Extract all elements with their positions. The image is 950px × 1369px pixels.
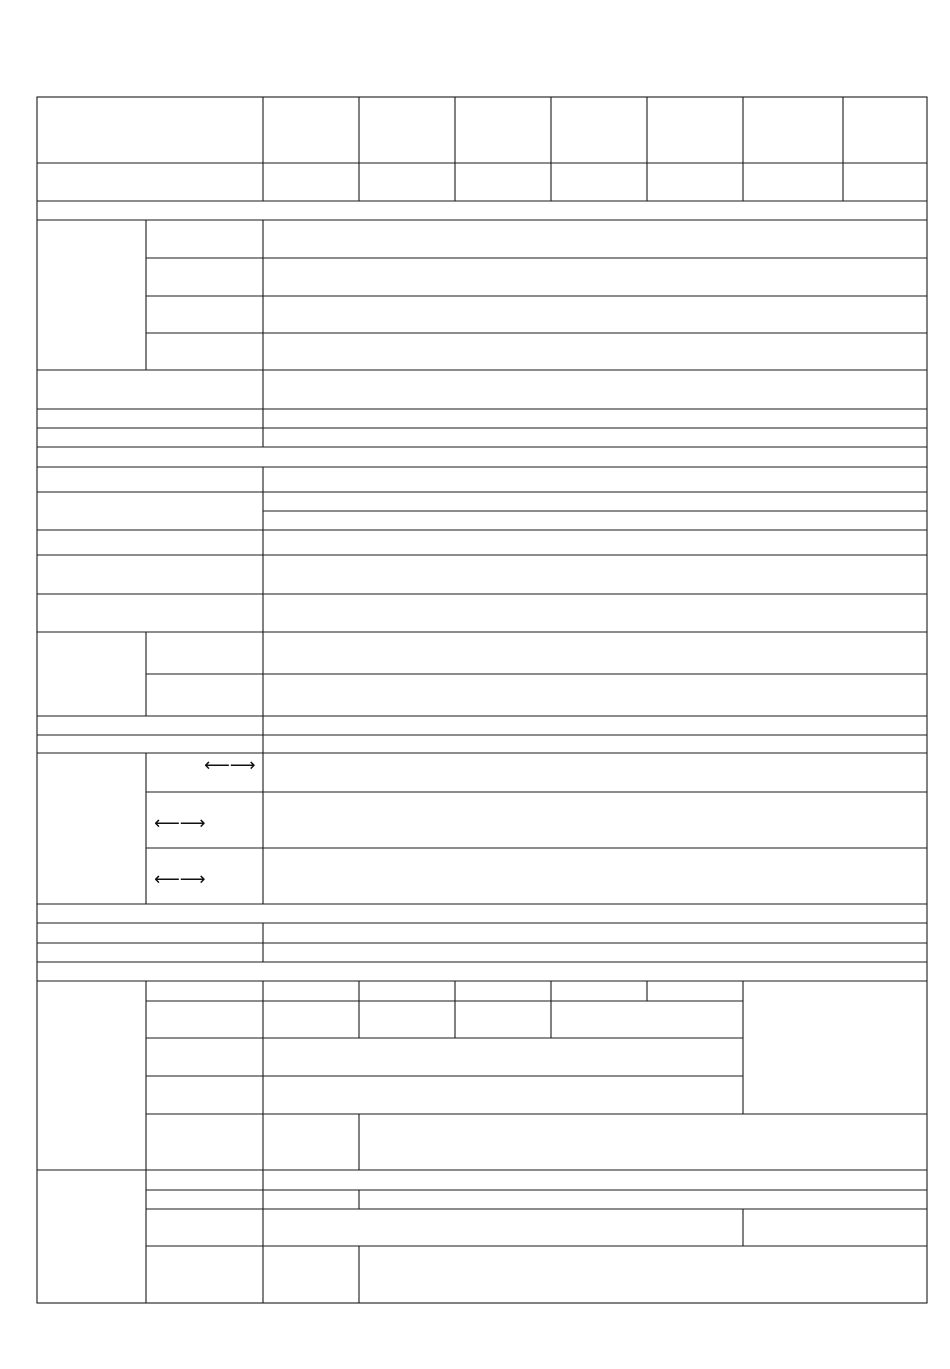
double-arrow-icon: ⟵⟶	[154, 813, 206, 834]
group-a	[37, 220, 927, 447]
group-b	[37, 467, 927, 753]
group-e	[37, 981, 927, 1303]
table-outer-border	[37, 97, 927, 1303]
double-arrow-icon: ⟵⟶	[204, 755, 256, 776]
group-d	[37, 923, 927, 981]
header-section	[37, 97, 927, 201]
double-arrow-icon: ⟵⟶	[154, 869, 206, 890]
